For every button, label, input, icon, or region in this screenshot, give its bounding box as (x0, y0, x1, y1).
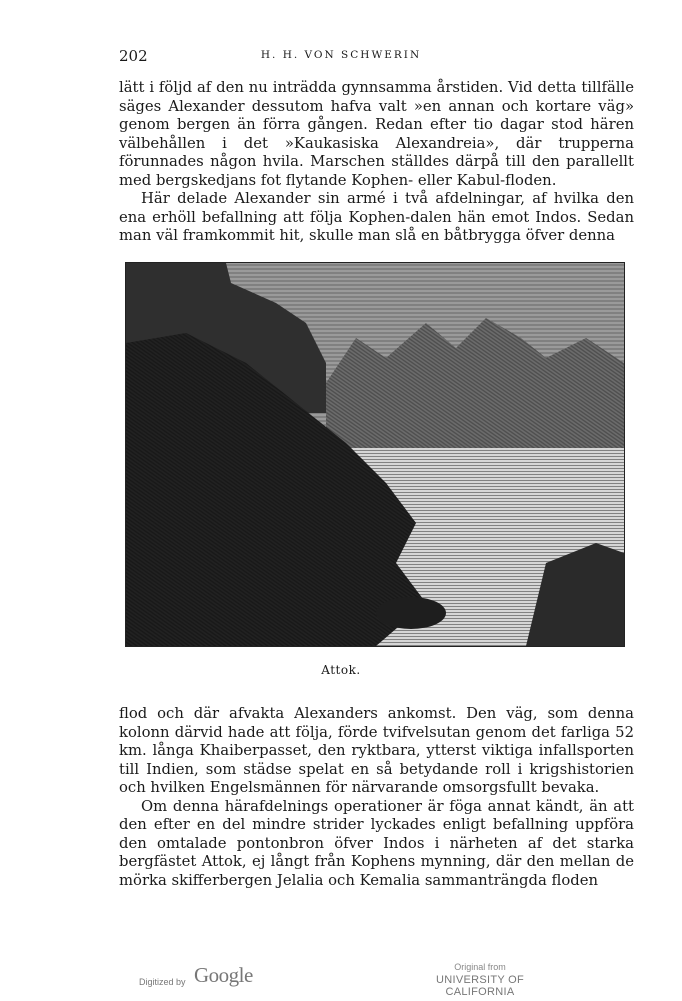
paragraph: flod och där afvakta Alexanders ankomst. Den väg, som denna kolonn därvid hade att följa, förde tvifvelsutan genom det farliga 52 km. långa Khaiberpasset, den ryktbara, ytterst viktiga infallsporten till Indien, som städse spelat en så betydande roll i krigshistorien och hvilken Engelsmännen för närvarande omsorgsfullt bevaka. (119, 705, 634, 796)
page-number: 202 (119, 47, 148, 65)
running-head: H. H. VON SCHWERIN (260, 49, 422, 61)
paragraph: lätt i följd af den nu inträdda gynnsamma årstiden. Vid detta tillfälle säges Alexander dessutom hafva valt »en annan och kortare väg» genom bergen än förra gången. Redan efter tio dagar stod hären välbehållen i det »Kaukasiska Alexandreia», där trupperna förunnades någon hvila. Marschen ställdes därpå till den parallellt med bergskedjans fot flytande Kophen- eller Kabul-floden. (119, 79, 634, 189)
attok-engraving (126, 263, 624, 646)
paragraph: Här delade Alexander sin armé i två afdelningar, af hvilka den ena erhöll befallning att följa Kophen-dalen hän emot Indos. Sedan man väl framkommit hit, skulle man slå en båtbrygga öfver denna (119, 190, 634, 244)
figure-caption: Attok. (321, 663, 361, 677)
original-from-block (410, 962, 550, 998)
river-rock (376, 597, 446, 629)
figure-illustration (125, 262, 625, 647)
institution-name: UNIVERSITY OF CALIFORNIA (435, 974, 525, 998)
paragraph: Om denna härafdelnings operationer är föga annat kändt, än att den efter en del mindre strider lyckades enligt befallning uppföra den omtalade pontonbron öfver Indos i närheten af det starka bergfästet Attok, ej långt från Kophens mynning, där den mellan de mörka skifferbergen Jelalia och Kemalia sammanträngda floden (119, 797, 634, 889)
digitized-by-label: Digitized by (139, 977, 186, 987)
original-from-label: Original from (454, 962, 506, 972)
body-text-bottom (119, 705, 634, 890)
google-logo: Google (194, 963, 253, 987)
body-text-top (119, 79, 634, 246)
